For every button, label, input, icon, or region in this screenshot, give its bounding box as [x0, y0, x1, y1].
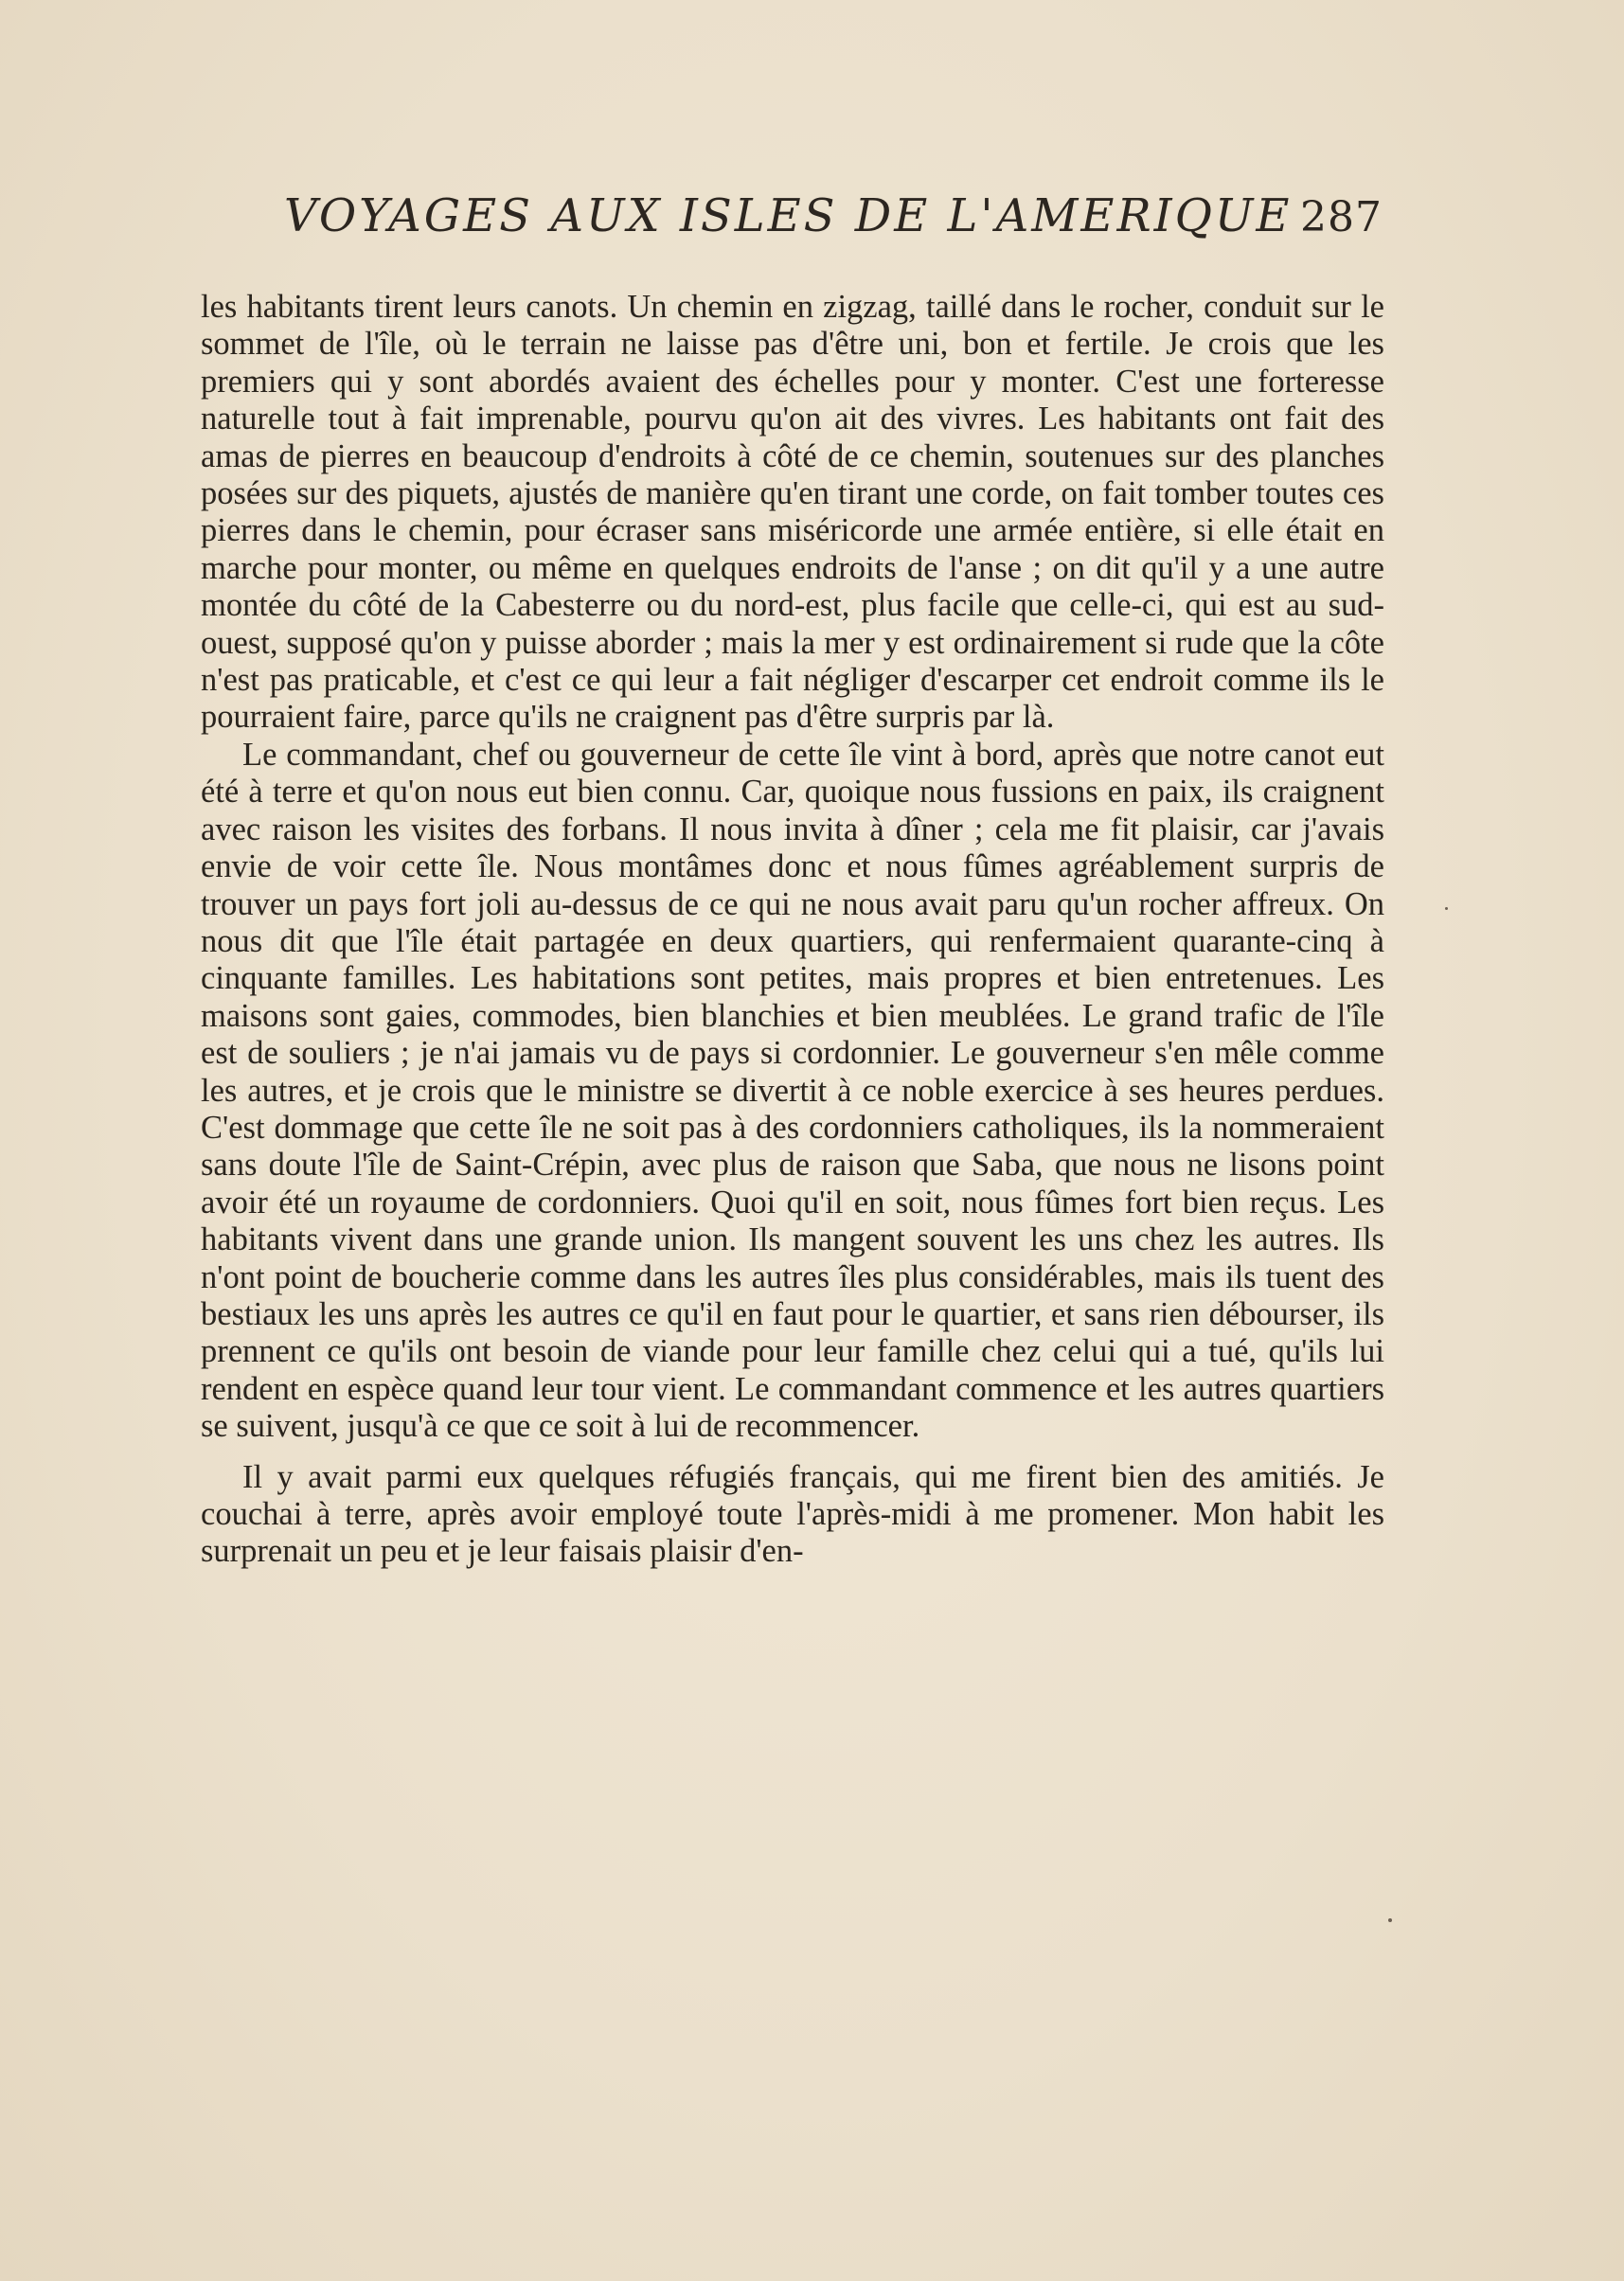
page-number: 287 — [1300, 193, 1383, 241]
paragraph-continuation: les habitants tirent leurs canots. Un chemin en zigzag, taillé dans le rocher, conduit sur le sommet de l'île, où le terrain ne laisse pas d'être uni, bon et fertile. Je crois que les premiers qui y sont abordés avaient des échelles pour y monter. C'est une forteresse naturelle tout à fait imprenable, pourvu qu'on ait des vivres. Les habitants ont fait des amas de pierres en beaucoup d'endroits à côté de ce chemin, soutenues sur des planches posées sur des piquets, ajustés de manière qu'en tirant une corde, on fait tomber toutes ces pierres dans le chemin, pour écraser sans miséricorde une armée entière, si elle était en marche pour monter, ou même en quelques endroits de l'anse ; on dit qu'il y a une autre montée du côté de la Cabesterre ou du nord-est, plus facile que celle-ci, qui est au sud-ouest, supposé qu'on y puisse aborder ; mais la mer y est ordinairement si rude que la côte n'est pas praticable, et c'est ce qui leur a fait négliger d'escarper cet endroit comme ils le pourraient faire, parce qu'ils ne craignent pas d'être surpris par là. — [201, 289, 1384, 736]
paper-speck — [1445, 907, 1448, 910]
paragraph-refugies: Il y avait parmi eux quelques réfugiés français, qui me firent bien des amitiés. Je couchai à terre, après avoir employé toute l'après-midi à me promener. Mon habit les surprenait un peu et je leur faisais plaisir d'en- — [201, 1458, 1384, 1570]
paragraph-commandant: Le commandant, chef ou gouverneur de cette île vint à bord, après que notre canot eut été à terre et qu'on nous eut bien connu. Car, quoique nous fussions en paix, ils craignent avec raison les visites des forbans. Il nous invita à dîner ; cela me fit plaisir, car j'avais envie de voir cette île. Nous montâmes donc et nous fûmes agréablement surpris de trouver un pays fort joli au-dessus de ce qui ne nous avait paru qu'un rocher affreux. On nous dit que l'île était partagée en deux quartiers, qui renfermaient quarante-cinq à cinquante familles. Les habitations sont petites, mais propres et bien entretenues. Les maisons sont gaies, commodes, bien blanchies et bien meublées. Le grand trafic de l'île est de souliers ; je n'ai jamais vu de pays si cordonnier. Le gouverneur s'en mêle comme les autres, et je crois que le ministre se divertit à ce noble exercice à ses heures perdues. C'est dommage que cette île ne soit pas à des cordonniers catholiques, ils la nommeraient sans doute l'île de Saint-Crépin, avec plus de raison que Saba, que nous ne lisons point avoir été un royaume de cordonniers. Quoi qu'il en soit, nous fûmes fort bien reçus. Les habitants vivent dans une grande union. Ils mangent souvent les uns chez les autres. Ils n'ont point de boucherie comme dans les autres îles plus considérables, mais ils tuent des bestiaux les uns après les autres ce qu'il en faut pour le quartier, et sans rien débourser, ils prennent ce qu'ils ont besoin de viande pour leur famille chez celui qui a tué, qu'ils lui rendent en espèce quand leur tour vient. Le commandant commence et les autres quartiers se suivent, jusqu'à ce que ce soit à lui de recommencer. — [201, 736, 1384, 1445]
body-text — [201, 289, 1384, 1571]
paper-speck — [1388, 1918, 1392, 1922]
running-head — [284, 189, 1383, 256]
running-head-title: VOYAGES AUX ISLES DE L'AMERIQUE — [284, 189, 1293, 242]
